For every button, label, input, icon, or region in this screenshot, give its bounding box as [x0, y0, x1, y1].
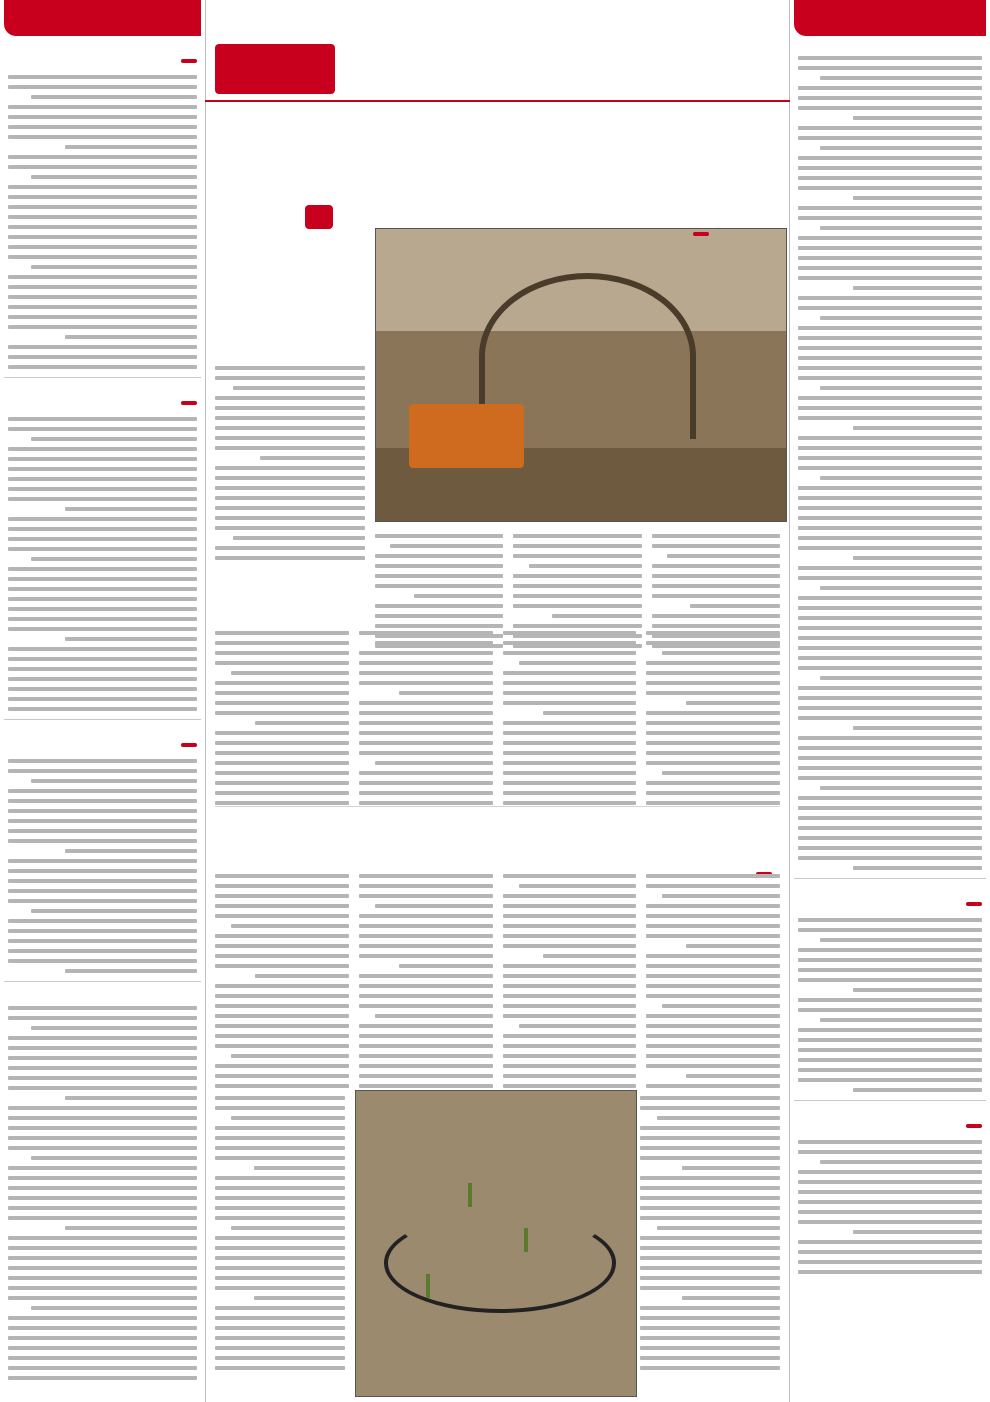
- left-story-2-tag: [181, 401, 197, 405]
- left-story-2-headline[interactable]: [0, 384, 205, 392]
- right-column-kicker: [794, 0, 986, 36]
- left-story-1-headline[interactable]: [0, 42, 205, 50]
- gallery-heading: [0, 988, 205, 1000]
- right-story-1-headline[interactable]: [790, 42, 990, 50]
- left-story-3-body: [8, 759, 197, 973]
- left-column: [0, 0, 206, 1402]
- left-story-3-tag: [181, 743, 197, 747]
- right-story-3-body: [798, 1140, 982, 1274]
- gallery-body: [8, 1006, 197, 1380]
- middle-column: [205, 0, 790, 1402]
- right-story-3-tag: [966, 1124, 982, 1128]
- metro-article-lower-columns: [215, 625, 780, 800]
- left-story-2-body: [8, 417, 197, 711]
- right-story-3-headline[interactable]: [790, 1107, 990, 1115]
- javan-logo: [215, 44, 335, 94]
- left-story-3-headline[interactable]: [0, 726, 205, 734]
- section-2-lower-left: [215, 1090, 345, 1376]
- quote-mark-icon: [305, 205, 333, 229]
- right-story-2-body: [798, 918, 982, 1092]
- right-story-2-headline[interactable]: [790, 885, 990, 893]
- section-2-lower-right: [640, 1090, 780, 1376]
- right-story-2-tag: [966, 902, 982, 906]
- lead-body-left: [215, 360, 365, 566]
- left-story-1-body: [8, 75, 197, 369]
- metro-construction-photo: [375, 228, 787, 522]
- irrigation-photo: [355, 1090, 637, 1397]
- left-column-kicker: [4, 0, 201, 36]
- photo-tag: [693, 232, 709, 236]
- right-story-1-body: [798, 56, 982, 870]
- left-story-1-tag: [181, 59, 197, 63]
- masthead: [205, 38, 790, 102]
- section-2-upper-columns: [215, 868, 780, 1088]
- right-column: [789, 0, 990, 1402]
